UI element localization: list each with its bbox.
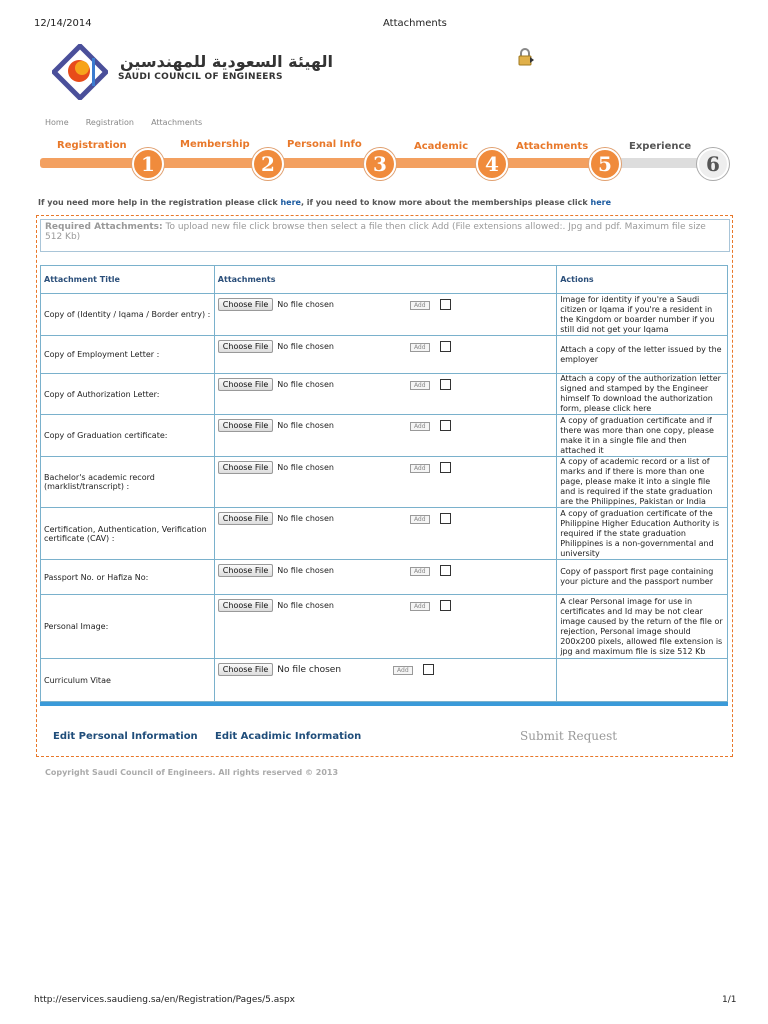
choose-file-button[interactable]: Choose File [218, 663, 273, 676]
required-attachments-note [40, 219, 730, 252]
help-text [38, 198, 611, 207]
file-status: No file chosen [277, 421, 334, 430]
table-row [41, 508, 728, 560]
file-status: No file chosen [277, 601, 334, 610]
table-row [41, 336, 728, 374]
add-button[interactable]: Add [393, 666, 413, 675]
attachment-action-note: Copy of passport first page containing your picture and the passport number [557, 560, 728, 595]
step-label-personal-info[interactable]: Personal Info [287, 139, 362, 150]
file-status: No file chosen [277, 566, 334, 575]
attachment-cell [214, 560, 556, 595]
attachments-table [40, 265, 728, 702]
breadcrumb-attachments[interactable]: Attachments [151, 118, 203, 127]
table-row [41, 560, 728, 595]
file-status: No file chosen [277, 380, 334, 389]
attachment-title: Curriculum Vitae [41, 659, 215, 702]
step-number-5[interactable]: 5 [589, 148, 621, 180]
required-text: To upload new file click browse then select a file then click Add (File extensions allowed:. Jpg and pdf. Maximum file size 512 Kb) [45, 222, 706, 242]
attachment-title: Bachelor's academic record (marklist/transcript) : [41, 457, 215, 508]
step-number-6[interactable]: 6 [697, 148, 729, 180]
attachment-action-note: Attach a copy of the authorization letter signed and stamped by the Engineer himself To download the authorization form, please click here [557, 374, 728, 415]
breadcrumb-home[interactable]: Home [45, 118, 69, 127]
required-label: Required Attachments: [45, 222, 163, 232]
attachment-action-note [557, 659, 728, 702]
attachment-checkbox[interactable] [440, 513, 451, 524]
attachment-cell [214, 294, 556, 336]
table-row [41, 595, 728, 659]
step-number-2[interactable]: 2 [252, 148, 284, 180]
table-row [41, 659, 728, 702]
file-status: No file chosen [277, 514, 334, 523]
add-button[interactable]: Add [410, 567, 430, 576]
choose-file-button[interactable]: Choose File [218, 378, 273, 391]
logo-arabic: الهيئة السعودية للمهندسين [120, 52, 333, 71]
attachment-action-note: A copy of academic record or a list of marks and if there is more than one page, please make it into a single file and is required if the state graduation are the Philippines, Pakistan or India [557, 457, 728, 508]
file-status: No file chosen [277, 664, 342, 675]
print-url: http://eservices.saudieng.sa/en/Registration/Pages/5.aspx [34, 995, 295, 1005]
choose-file-button[interactable]: Choose File [218, 564, 273, 577]
table-row [41, 374, 728, 415]
breadcrumb-registration[interactable]: Registration [85, 118, 134, 127]
attachment-cell [214, 659, 556, 702]
attachment-checkbox[interactable] [440, 462, 451, 473]
edit-academic-information-link[interactable]: Edit Acadimic Information [215, 731, 362, 742]
attachment-title: Certification, Authentication, Verification certificate (CAV) : [41, 508, 215, 560]
add-button[interactable]: Add [410, 343, 430, 352]
choose-file-button[interactable]: Choose File [218, 340, 273, 353]
logo-icon [52, 44, 108, 100]
breadcrumb [45, 110, 202, 129]
logo-english: SAUDI COUNCIL OF ENGINEERS [118, 72, 283, 82]
step-label-membership[interactable]: Membership [180, 139, 250, 150]
step-label-experience[interactable]: Experience [629, 141, 692, 152]
attachment-title: Passport No. or Hafiza No: [41, 560, 215, 595]
print-date: 12/14/2014 [34, 18, 92, 29]
header-attachment-title: Attachment Title [41, 266, 215, 294]
header-attachments: Attachments [214, 266, 556, 294]
add-button[interactable]: Add [410, 301, 430, 310]
file-status: No file chosen [277, 463, 334, 472]
lock-icon[interactable] [517, 48, 535, 70]
add-button[interactable]: Add [410, 515, 430, 524]
attachment-cell [214, 415, 556, 457]
step-label-attachments[interactable]: Attachments [516, 141, 589, 152]
attachment-cell [214, 374, 556, 415]
attachment-title: Copy of Employment Letter : [41, 336, 215, 374]
step-label-registration[interactable]: Registration [57, 140, 127, 151]
table-footer-bar [40, 702, 728, 706]
help-link-registration[interactable]: here [280, 198, 301, 207]
attachment-checkbox[interactable] [423, 664, 434, 675]
attachment-checkbox[interactable] [440, 379, 451, 390]
print-page: 1/1 [722, 995, 737, 1005]
attachment-cell [214, 508, 556, 560]
file-status: No file chosen [277, 300, 334, 309]
progress-bar [40, 158, 605, 168]
attachment-cell [214, 595, 556, 659]
table-row [41, 457, 728, 508]
add-button[interactable]: Add [410, 381, 430, 390]
choose-file-button[interactable]: Choose File [218, 512, 273, 525]
help-link-memberships[interactable]: here [590, 198, 611, 207]
table-row [41, 294, 728, 336]
step-number-4[interactable]: 4 [476, 148, 508, 180]
attachment-checkbox[interactable] [440, 420, 451, 431]
submit-request-button[interactable]: Submit Request [520, 729, 618, 743]
attachment-checkbox[interactable] [440, 299, 451, 310]
attachment-action-note: A clear Personal image for use in certificates and Id may be not clear image caused by the return of the file or rejection, Personal image should 200x200 pixels, allowed file extension is jpg and maximum file is size 512 Kb [557, 595, 728, 659]
copyright: Copyright Saudi Council of Engineers. All rights reserved © 2013 [45, 768, 339, 777]
attachment-action-note: A copy of graduation certificate and if there was more than one copy, please make it in a single file and then attached it [557, 415, 728, 457]
attachment-action-note: Image for identity if you're a Saudi citizen or Iqama if you're a resident in the Kingdom or boarder number if you still did not get your Iqama [557, 294, 728, 336]
choose-file-button[interactable]: Choose File [218, 419, 273, 432]
help-text-mid: , if you need to know more about the memberships please click [300, 198, 591, 207]
attachment-checkbox[interactable] [440, 600, 451, 611]
step-number-1[interactable]: 1 [132, 148, 164, 180]
attachment-checkbox[interactable] [440, 341, 451, 352]
print-title: Attachments [383, 18, 447, 29]
choose-file-button[interactable]: Choose File [218, 298, 273, 311]
attachment-cell [214, 457, 556, 508]
step-label-academic[interactable]: Academic [414, 141, 469, 152]
choose-file-button[interactable]: Choose File [218, 599, 273, 612]
attachment-title: Copy of (Identity / Iqama / Border entry) : [41, 294, 215, 336]
header-actions: Actions [557, 266, 728, 294]
attachment-action-note: Attach a copy of the letter issued by the employer [557, 336, 728, 374]
add-button[interactable]: Add [410, 602, 430, 611]
choose-file-button[interactable]: Choose File [218, 461, 273, 474]
file-status: No file chosen [277, 342, 334, 351]
attachment-title: Copy of Authorization Letter: [41, 374, 215, 415]
attachment-title: Personal Image: [41, 595, 215, 659]
attachment-checkbox[interactable] [440, 565, 451, 576]
help-text-pre: If you need more help in the registration please click [38, 198, 281, 207]
attachment-title: Copy of Graduation certificate: [41, 415, 215, 457]
step-number-3[interactable]: 3 [364, 148, 396, 180]
table-row [41, 415, 728, 457]
add-button[interactable]: Add [410, 422, 430, 431]
edit-personal-information-link[interactable]: Edit Personal Information [53, 731, 198, 742]
attachment-cell [214, 336, 556, 374]
add-button[interactable]: Add [410, 464, 430, 473]
attachment-action-note: A copy of graduation certificate of the Philippine Higher Education Authority is required if the state graduation Philippines is a non-governmental and university [557, 508, 728, 560]
